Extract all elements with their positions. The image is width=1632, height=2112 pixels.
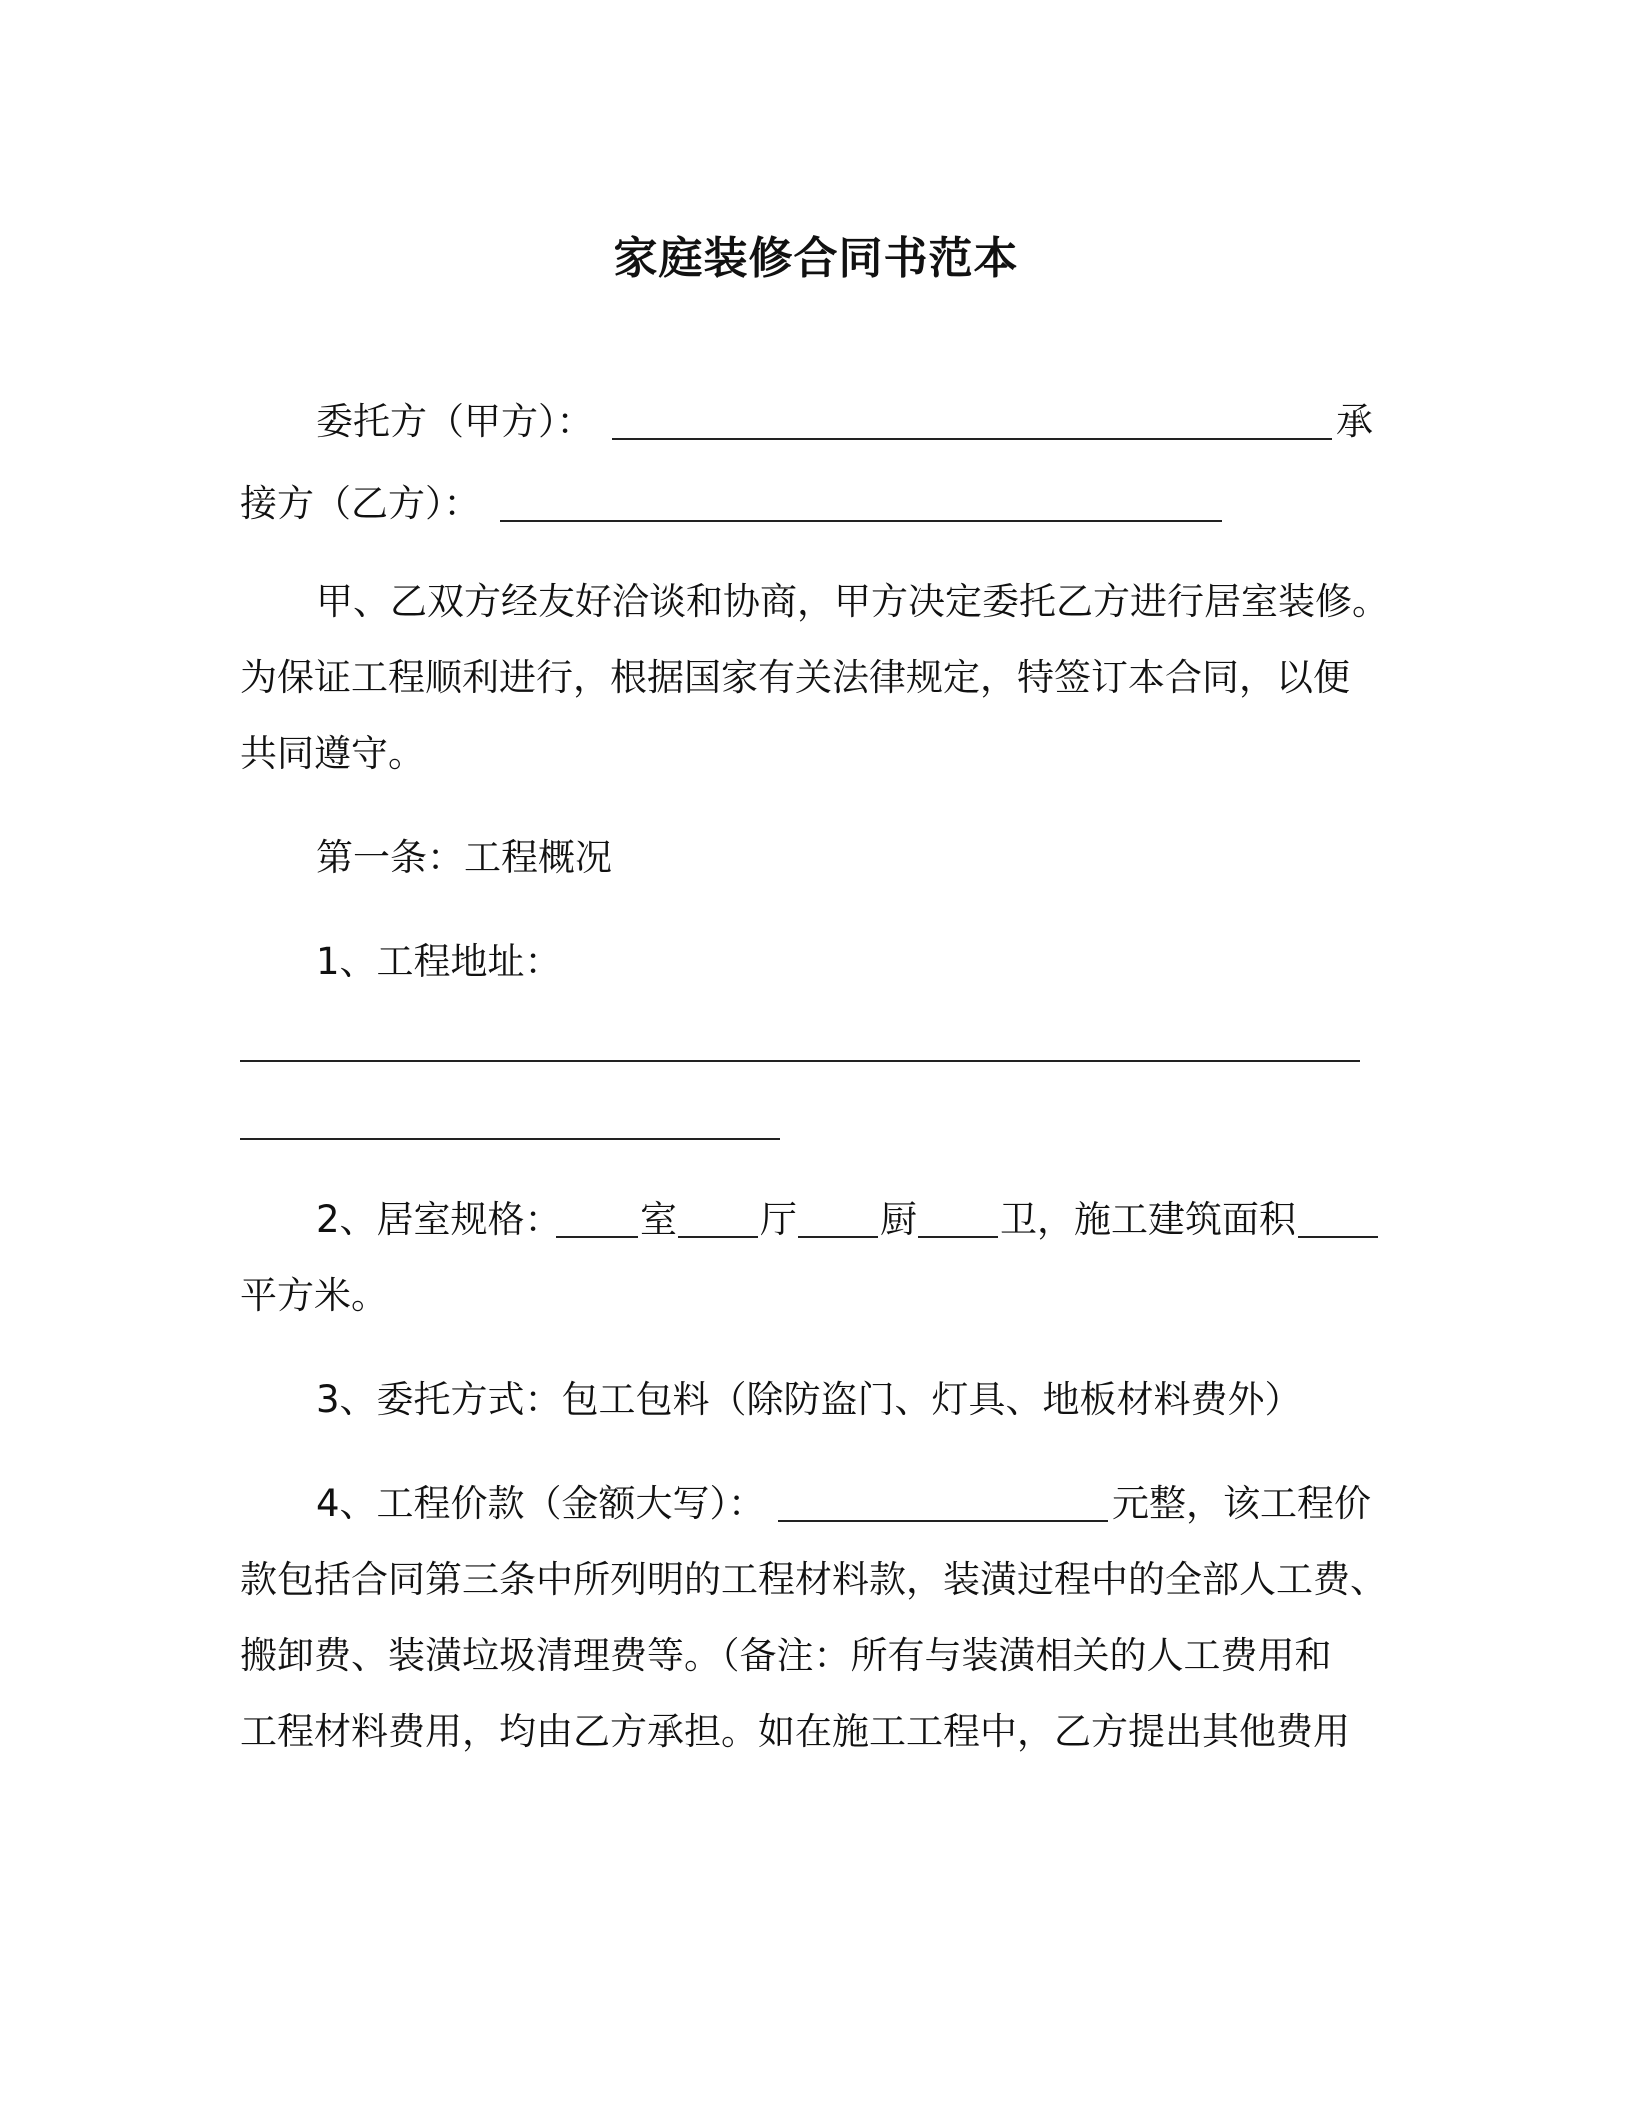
item-2-unit: 平方米。 [240,1274,388,1317]
item-2-kitchen: 厨 [880,1198,917,1241]
item-4-label: 4、工程价款（金额大写）： [316,1482,766,1525]
item-4-tail: 元整，该工程价 [1112,1482,1371,1525]
item-4-line-3: 搬卸费、装潢垃圾清理费等。（备注：所有与装潢相关的人工费用和 [240,1634,1332,1677]
item-2-bath-area: 卫，施工建筑面积 [1000,1198,1296,1241]
item-1-address-label: 1、工程地址： [316,940,562,983]
item-3-method: 3、委托方式：包工包料（除防盗门、灯具、地板材料费外） [316,1378,1302,1421]
area-blank[interactable] [1298,1236,1378,1238]
party-a-tail: 承 [1336,400,1373,443]
kitchens-blank[interactable] [798,1236,878,1238]
item-2-label: 2、居室规格： [316,1198,562,1241]
halls-blank[interactable] [678,1236,758,1238]
intro-line-2: 为保证工程顺利进行，根据国家有关法律规定，特签订本合同，以便 [240,656,1350,699]
intro-line-1: 甲、乙双方经友好洽谈和协商，甲方决定委托乙方进行居室装修。 [316,580,1389,623]
item-4-line-2: 款包括合同第三条中所列明的工程材料款，装潢过程中的全部人工费、 [240,1558,1387,1601]
rooms-blank[interactable] [556,1236,638,1238]
document-title: 家庭装修合同书范本 [613,233,1019,284]
party-a-blank[interactable] [612,438,1332,440]
bathrooms-blank[interactable] [918,1236,998,1238]
price-blank[interactable] [778,1520,1108,1522]
intro-line-3: 共同遵守。 [240,732,425,775]
item-2-room: 室 [640,1198,677,1241]
article-1-heading: 第一条：工程概况 [316,836,612,879]
item-2-hall: 厅 [760,1198,797,1241]
item-4-line-4: 工程材料费用，均由乙方承担。如在施工工程中，乙方提出其他费用 [240,1710,1350,1753]
party-a-label: 委托方（甲方）： [316,400,594,443]
address-blank-1[interactable] [240,1060,1360,1062]
party-b-label: 接方（乙方）： [240,482,481,525]
address-blank-2[interactable] [240,1138,780,1140]
party-b-blank[interactable] [500,520,1222,522]
